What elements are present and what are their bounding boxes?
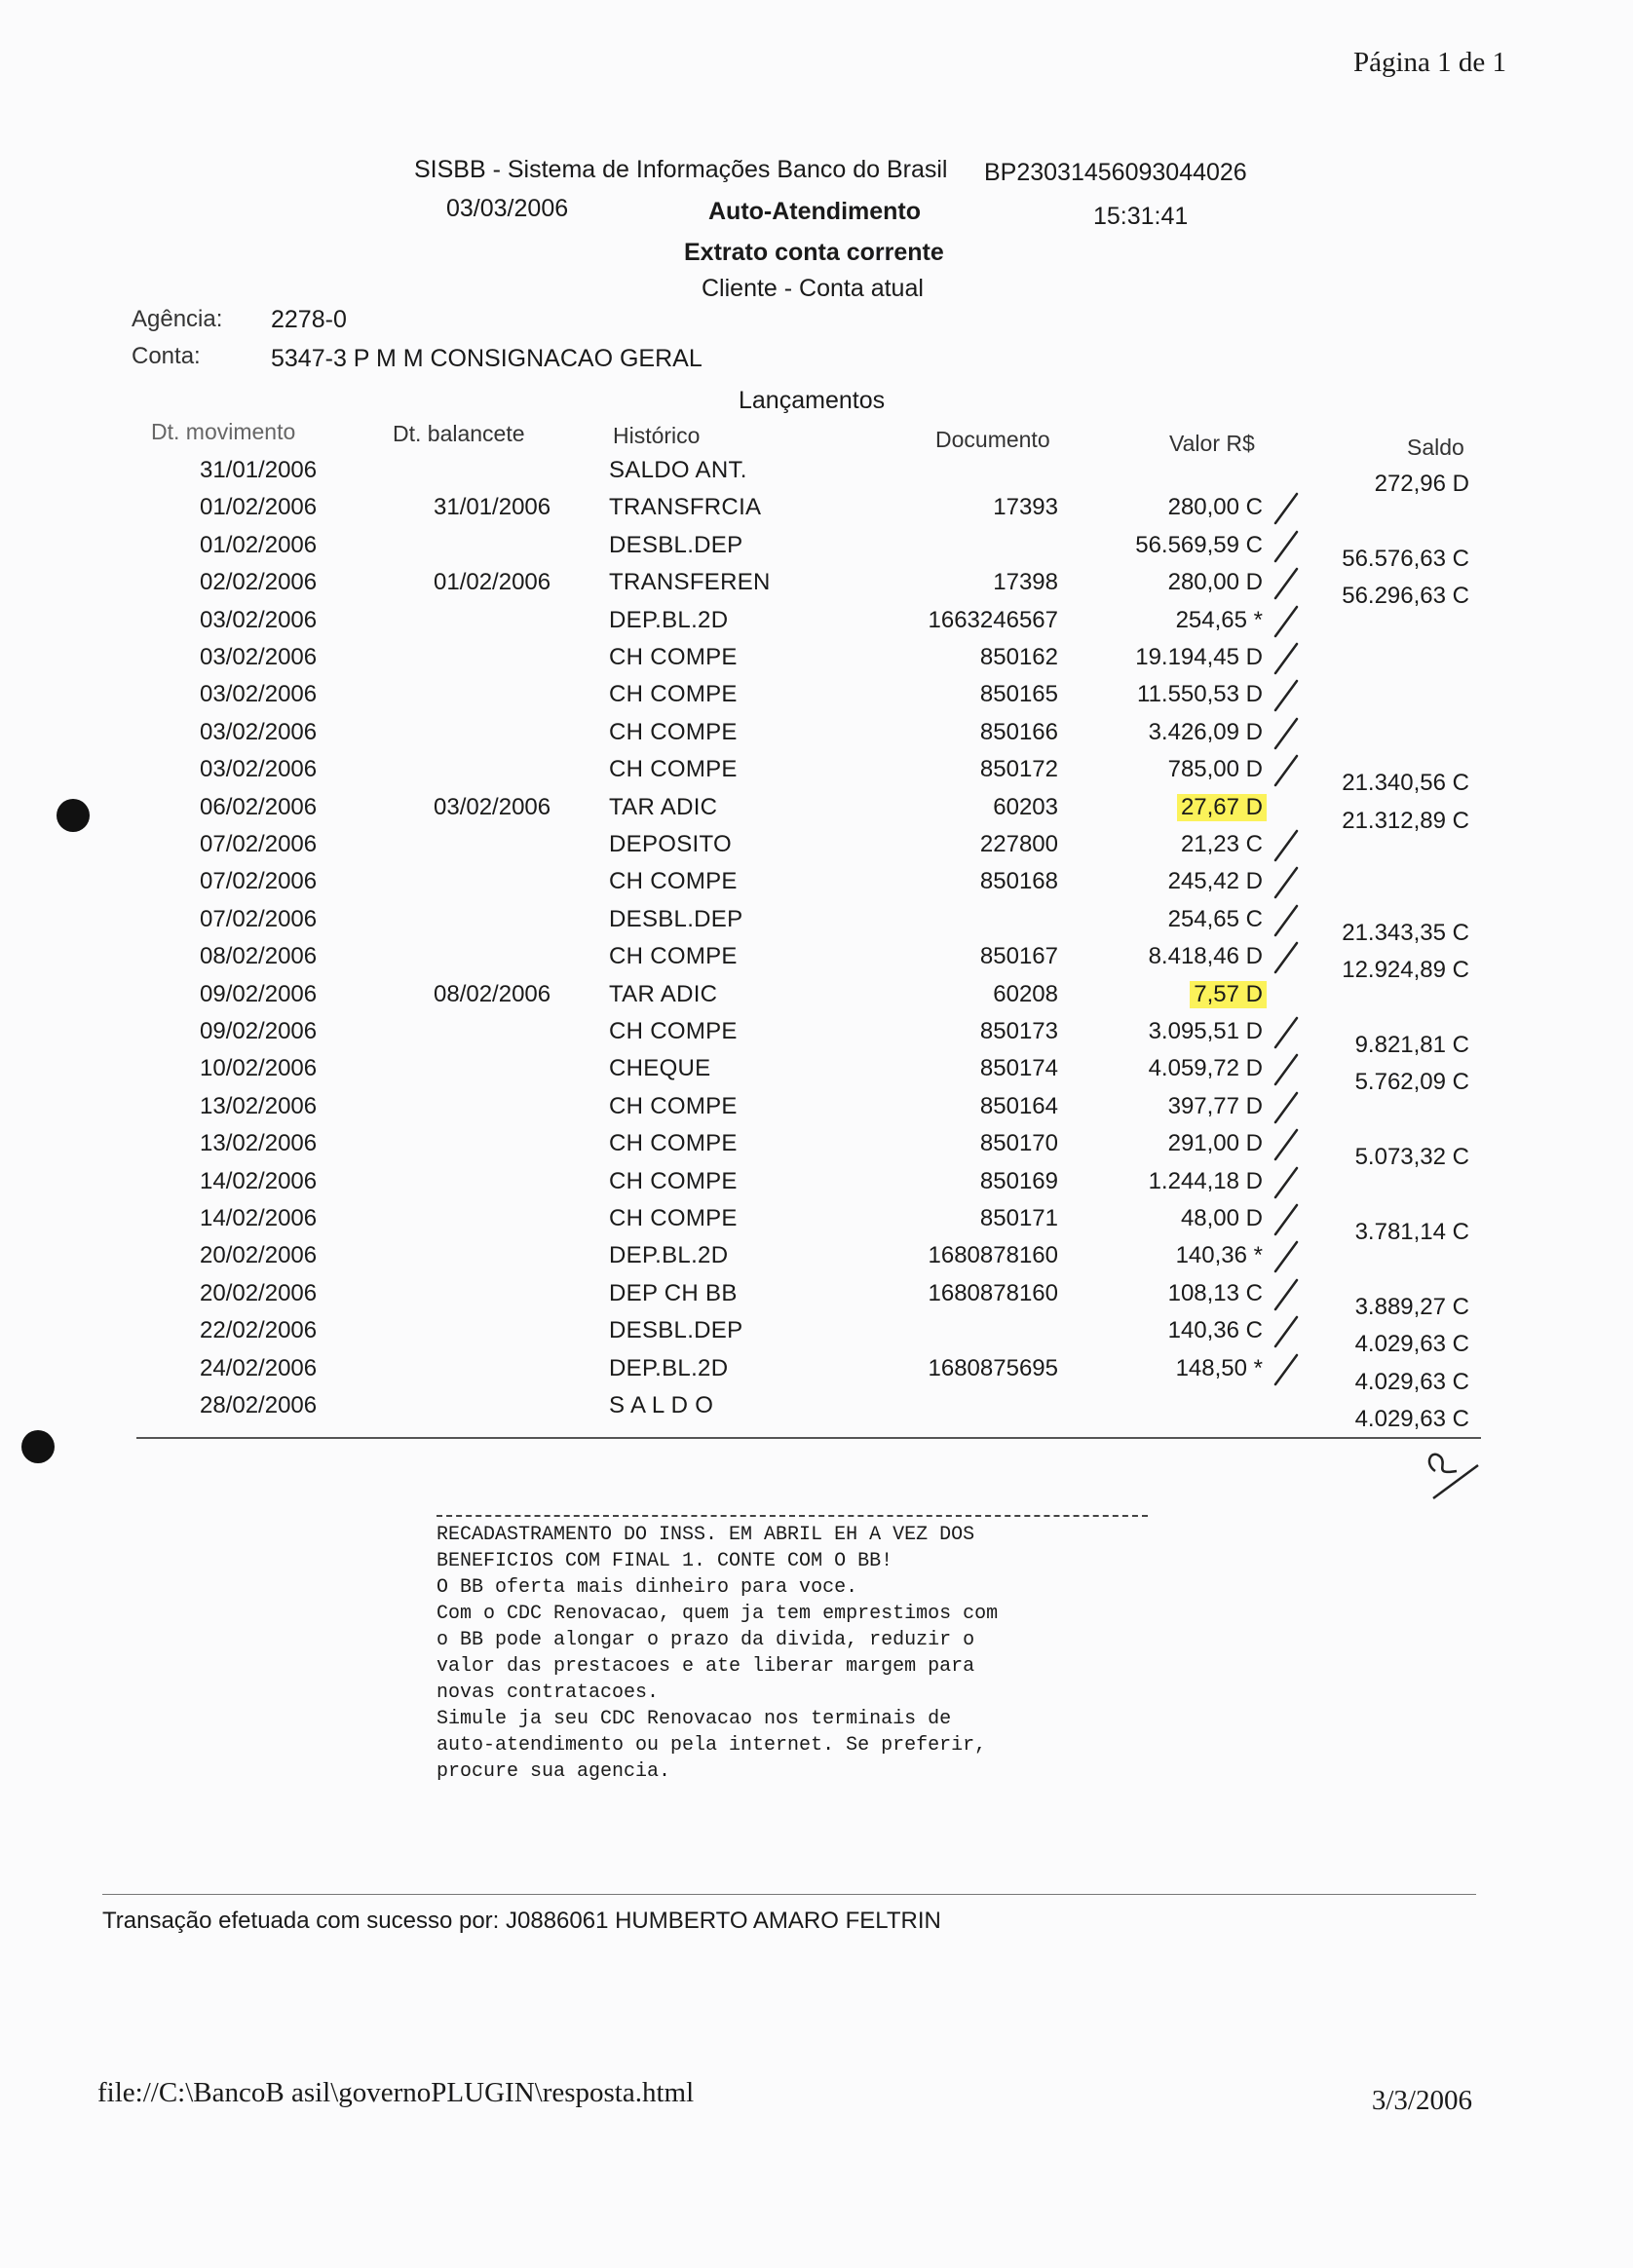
amount: 785,00 D [1167, 756, 1263, 783]
history: SALDO ANT. [609, 457, 747, 483]
statement-time: 15:31:41 [1093, 203, 1189, 230]
history: DEP.BL.2D [609, 1354, 729, 1381]
check-mark-icon [1272, 565, 1301, 604]
balance: 5.073,32 C [1354, 1144, 1469, 1171]
movement-date: 14/02/2006 [200, 1205, 318, 1231]
table-bottom-rule [136, 1437, 1481, 1439]
history: CH COMPE [609, 1205, 738, 1231]
history: CH COMPE [609, 1167, 738, 1194]
check-mark-icon [1272, 752, 1301, 791]
document-number: 850162 [979, 644, 1058, 670]
document-number: 850173 [979, 1018, 1058, 1044]
history: TAR ADIC [609, 793, 718, 820]
amount: 280,00 C [1167, 494, 1263, 521]
conta-value: 5347-3 P M M CONSIGNACAO GERAL [271, 345, 703, 372]
check-mark-icon [1272, 1089, 1301, 1128]
check-mark-icon [1272, 864, 1301, 903]
statement-title: Extrato conta corrente [684, 239, 944, 266]
check-mark-icon [1272, 902, 1301, 941]
table-row [0, 607, 1633, 644]
document-number: 850169 [979, 1167, 1058, 1194]
history: CHEQUE [609, 1055, 711, 1082]
table-row [0, 531, 1633, 572]
document-number: 60203 [993, 793, 1058, 820]
movement-date: 03/02/2006 [200, 681, 318, 708]
agencia-label: Agência: [132, 306, 223, 332]
document-code: BP23031456093044026 [984, 159, 1247, 186]
balance-date: 01/02/2006 [434, 569, 551, 596]
movement-date: 20/02/2006 [200, 1279, 318, 1306]
balance: 272,96 D [1374, 471, 1469, 497]
statement-subtitle: Cliente - Conta atual [702, 275, 924, 302]
punch-hole-bottom [21, 1430, 55, 1463]
document-number: 60208 [993, 980, 1058, 1007]
col-head-historico: Histórico [613, 423, 701, 448]
history: CH COMPE [609, 718, 738, 745]
amount: 3.426,09 D [1148, 718, 1263, 745]
table-row [0, 831, 1633, 868]
table-row [0, 756, 1633, 797]
table-row [0, 981, 1633, 1018]
history: TAR ADIC [609, 980, 718, 1007]
amount: 19.194,45 D [1135, 644, 1263, 670]
bank-message: RECADASTRAMENTO DO INSS. EM ABRIL EH A VEZ DOS BENEFICIOS COM FINAL 1. CONTE COM O BB! O BB oferta mais dinheiro para voce. Com o CDC Renovacao, quem ja tem emprestimos com o BB pode alongar o prazo da divida, reduzir o valor das prestacoes e ate liberar margem para novas contratacoes. Simule ja seu CDC Renovacao nos terminais de auto-atendimento ou pela internet. Se preferir, procure sua agencia. [437, 1524, 999, 1783]
table-row [0, 644, 1633, 681]
table-row [0, 719, 1633, 756]
table-caption: Lançamentos [739, 387, 886, 414]
table-row [0, 868, 1633, 905]
table-row [0, 793, 1633, 834]
check-mark-icon [1272, 1014, 1301, 1053]
col-head-valor: Valor R$ [1169, 431, 1255, 456]
history: S A L D O [609, 1392, 714, 1418]
history: CH COMPE [609, 644, 738, 670]
movement-date: 31/01/2006 [200, 457, 318, 483]
movement-date: 22/02/2006 [200, 1317, 318, 1344]
table-row [0, 905, 1633, 946]
movement-date: 07/02/2006 [200, 868, 318, 895]
document-number: 850165 [979, 681, 1058, 708]
check-mark-icon [1272, 1276, 1301, 1315]
check-mark-icon [1272, 677, 1301, 716]
transaction-rule [102, 1894, 1476, 1895]
agencia-value: 2278-0 [271, 306, 347, 333]
check-mark-icon [1272, 1164, 1301, 1203]
amount: 21,23 C [1180, 831, 1263, 857]
balance: 56.576,63 C [1342, 545, 1469, 572]
statement-date: 03/03/2006 [446, 195, 569, 222]
amount: 4.059,72 D [1148, 1055, 1263, 1082]
amount: 148,50 * [1175, 1354, 1263, 1381]
check-mark-icon [1272, 715, 1301, 754]
col-head-balancete: Dt. balancete [393, 421, 525, 446]
movement-date: 24/02/2006 [200, 1354, 318, 1381]
amount: 291,00 D [1167, 1130, 1263, 1157]
amount: 27,67 D [1177, 794, 1267, 821]
document-number: 850164 [979, 1092, 1058, 1119]
amount: 140,36 C [1167, 1317, 1263, 1344]
history: CH COMPE [609, 1092, 738, 1119]
message-top-rule [437, 1515, 1148, 1517]
document-number: 17398 [993, 569, 1058, 596]
movement-date: 01/02/2006 [200, 531, 318, 558]
balance-date: 08/02/2006 [434, 980, 551, 1007]
print-date: 3/3/2006 [1371, 2085, 1472, 2116]
history: DESBL.DEP [609, 1317, 743, 1344]
document-number: 1680878160 [928, 1279, 1058, 1306]
amount: 8.418,46 D [1148, 943, 1263, 970]
col-head-movimento: Dt. movimento [151, 419, 296, 444]
amount: 48,00 D [1180, 1205, 1263, 1231]
table-row [0, 681, 1633, 718]
check-mark-icon [1272, 528, 1301, 567]
transaction-status: Transação efetuada com sucesso por: J0886061 HUMBERTO AMARO FELTRIN [102, 1908, 941, 1934]
table-row [0, 1279, 1633, 1320]
movement-date: 09/02/2006 [200, 1018, 318, 1044]
file-path: file://C:\BancoB asil\governoPLUGIN\resposta.html [97, 2077, 695, 2108]
history: DEP.BL.2D [609, 1242, 729, 1269]
table-row [0, 569, 1633, 610]
movement-date: 03/02/2006 [200, 756, 318, 783]
document-number: 850168 [979, 868, 1058, 895]
movement-date: 07/02/2006 [200, 905, 318, 932]
table-row [0, 1205, 1633, 1245]
system-name: SISBB - Sistema de Informações Banco do Brasil [414, 156, 948, 183]
history: DESBL.DEP [609, 905, 743, 932]
amount: 280,00 D [1167, 569, 1263, 596]
check-mark-icon [1272, 827, 1301, 866]
history: CH COMPE [609, 1018, 738, 1044]
page-number: Página 1 de 1 [1352, 47, 1506, 78]
movement-date: 03/02/2006 [200, 606, 318, 633]
movement-date: 13/02/2006 [200, 1092, 318, 1119]
movement-date: 08/02/2006 [200, 943, 318, 970]
table-row [0, 1018, 1633, 1058]
document-number: 850167 [979, 943, 1058, 970]
movement-date: 09/02/2006 [200, 980, 318, 1007]
movement-date: 02/02/2006 [200, 569, 318, 596]
history: CH COMPE [609, 681, 738, 708]
balance: 12.924,89 C [1342, 957, 1469, 984]
amount: 108,13 C [1167, 1279, 1263, 1306]
table-row [0, 943, 1633, 984]
history: DEP.BL.2D [609, 606, 729, 633]
amount: 56.569,59 C [1135, 531, 1263, 558]
check-mark-icon [1272, 640, 1301, 679]
movement-date: 14/02/2006 [200, 1167, 318, 1194]
balance: 56.296,63 C [1342, 583, 1469, 610]
document-number: 850166 [979, 718, 1058, 745]
check-mark-icon [1272, 939, 1301, 978]
history: DEPOSITO [609, 831, 732, 857]
balance: 5.762,09 C [1354, 1069, 1469, 1096]
history: TRANSFRCIA [609, 494, 762, 521]
document-number: 1680875695 [928, 1354, 1058, 1381]
history: CH COMPE [609, 1130, 738, 1157]
col-head-saldo: Saldo [1407, 435, 1464, 460]
document-number: 850170 [979, 1130, 1058, 1157]
history: CH COMPE [609, 868, 738, 895]
table-row [0, 1055, 1633, 1096]
amount: 254,65 * [1175, 606, 1263, 633]
document-number: 1680878160 [928, 1242, 1058, 1269]
movement-date: 06/02/2006 [200, 793, 318, 820]
table-row [0, 457, 1633, 497]
balance: 3.889,27 C [1354, 1293, 1469, 1320]
movement-date: 20/02/2006 [200, 1242, 318, 1269]
amount: 11.550,53 D [1137, 681, 1263, 708]
history: DEP CH BB [609, 1279, 738, 1306]
table-row [0, 1392, 1633, 1432]
table-row [0, 1317, 1633, 1358]
check-mark-icon [1272, 603, 1301, 642]
check-mark-icon [1272, 1201, 1301, 1240]
history: DESBL.DEP [609, 531, 743, 558]
amount: 1.244,18 D [1148, 1167, 1263, 1194]
amount: 245,42 D [1167, 868, 1263, 895]
table-row [0, 1168, 1633, 1205]
table-row [0, 1242, 1633, 1279]
check-mark-icon [1272, 1051, 1301, 1090]
check-mark-icon [1272, 1351, 1301, 1390]
movement-date: 13/02/2006 [200, 1130, 318, 1157]
movement-date: 10/02/2006 [200, 1055, 318, 1082]
balance: 21.312,89 C [1342, 807, 1469, 834]
check-mark-icon [1272, 1238, 1301, 1277]
amount: 397,77 D [1167, 1092, 1263, 1119]
movement-date: 28/02/2006 [200, 1392, 318, 1418]
amount: 140,36 * [1175, 1242, 1263, 1269]
balance: 4.029,63 C [1354, 1331, 1469, 1358]
amount: 254,65 C [1167, 905, 1263, 932]
check-mark-icon [1272, 1313, 1301, 1352]
document-number: 227800 [979, 831, 1058, 857]
service-name: Auto-Atendimento [708, 198, 922, 225]
movement-date: 03/02/2006 [200, 718, 318, 745]
balance-date: 03/02/2006 [434, 793, 551, 820]
document-number: 850174 [979, 1055, 1058, 1082]
movement-date: 03/02/2006 [200, 644, 318, 670]
document-number: 850172 [979, 756, 1058, 783]
balance-date: 31/01/2006 [434, 494, 551, 521]
table-row [0, 1130, 1633, 1171]
balance: 9.821,81 C [1354, 1032, 1469, 1058]
history: CH COMPE [609, 943, 738, 970]
balance: 4.029,63 C [1354, 1368, 1469, 1395]
amount: 7,57 D [1190, 981, 1267, 1008]
balance: 4.029,63 C [1354, 1406, 1469, 1432]
movement-date: 01/02/2006 [200, 494, 318, 521]
balance: 21.340,56 C [1342, 770, 1469, 797]
table-row [0, 1093, 1633, 1130]
conta-label: Conta: [132, 343, 201, 369]
table-row [0, 494, 1633, 531]
balance: 21.343,35 C [1342, 919, 1469, 946]
movement-date: 07/02/2006 [200, 831, 318, 857]
amount: 3.095,51 D [1148, 1018, 1263, 1044]
balance: 3.781,14 C [1354, 1219, 1469, 1245]
document-number: 1663246567 [928, 606, 1058, 633]
history: TRANSFEREN [609, 569, 771, 596]
table-row [0, 1354, 1633, 1395]
check-mark-icon [1272, 490, 1301, 529]
handwritten-mark [1418, 1442, 1496, 1510]
document-number: 850171 [979, 1205, 1058, 1231]
check-mark-icon [1272, 1126, 1301, 1165]
history: CH COMPE [609, 756, 738, 783]
col-head-documento: Documento [935, 427, 1050, 452]
document-number: 17393 [993, 494, 1058, 521]
